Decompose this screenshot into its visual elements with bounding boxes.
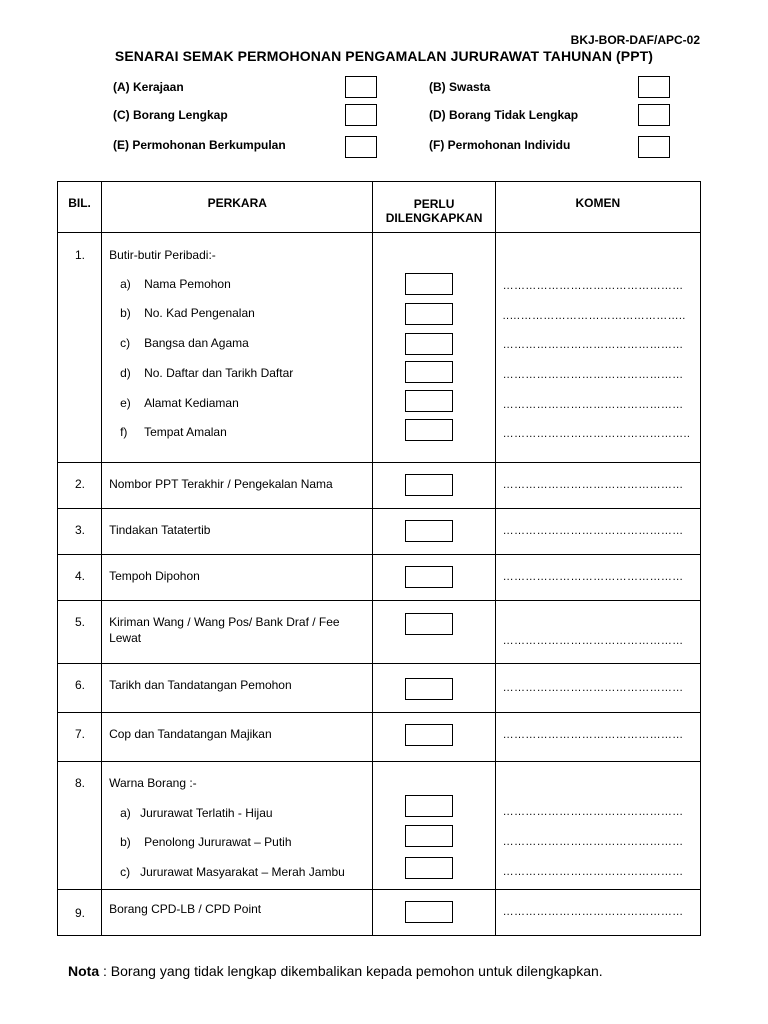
option-berkumpulan-checkbox[interactable]	[345, 136, 377, 158]
checkbox-hijau[interactable]	[405, 795, 453, 817]
row-title-line2: Lewat	[109, 631, 142, 645]
sub-label: c)	[120, 336, 131, 350]
header-komen: KOMEN	[495, 182, 700, 233]
comment-line[interactable]: …………………………………………	[502, 729, 684, 741]
table-row	[58, 762, 701, 890]
sub-item-text: Penolong Jururawat – Putih	[144, 835, 292, 849]
sub-item-text: Jururawat Terlatih - Hijau	[140, 806, 273, 820]
row-number: 7.	[74, 727, 85, 741]
option-borang-tidak-lengkap-checkbox[interactable]	[638, 104, 670, 126]
row-title: Butir-butir Peribadi:-	[109, 248, 216, 262]
row-number: 1.	[74, 248, 85, 262]
comment-line[interactable]: …………………………………………	[502, 525, 684, 537]
comment-line[interactable]: …………………………………………	[502, 682, 684, 694]
row-title: Tempoh Dipohon	[109, 569, 200, 583]
option-kerajaan-checkbox[interactable]	[345, 76, 377, 98]
footnote-label: Nota	[68, 963, 100, 979]
sub-item-text: Nama Pemohon	[144, 277, 231, 291]
sub-item-text: No. Kad Pengenalan	[144, 306, 255, 320]
checkbox-putih[interactable]	[405, 825, 453, 847]
option-swasta-checkbox[interactable]	[638, 76, 670, 98]
table-row	[58, 555, 701, 601]
option-berkumpulan-label: (E) Permohonan Berkumpulan	[113, 138, 286, 152]
checkbox-nombor-ppt[interactable]	[405, 474, 453, 496]
row-number: 6.	[74, 678, 85, 692]
sub-item-text: Tempat Amalan	[144, 425, 227, 439]
sub-label: f)	[120, 425, 128, 439]
table-row	[58, 713, 701, 762]
sub-label: b)	[120, 306, 131, 320]
sub-item-text: Bangsa dan Agama	[144, 336, 249, 350]
header-perlu-dilengkapkan	[373, 182, 495, 233]
row-number: 9.	[74, 906, 85, 920]
row-title: Tarikh dan Tandatangan Pemohon	[109, 678, 292, 692]
comment-line[interactable]: …………………………………………	[502, 339, 684, 351]
checkbox-cpd[interactable]	[405, 901, 453, 923]
checkbox-tempoh[interactable]	[405, 566, 453, 588]
row-title: Tindakan Tatatertib	[109, 523, 211, 537]
row-number: 2.	[74, 477, 85, 491]
sub-item-text: No. Daftar dan Tarikh Daftar	[144, 366, 294, 380]
sub-label: b)	[120, 835, 131, 849]
option-swasta-label: (B) Swasta	[429, 80, 491, 94]
table-row	[58, 463, 701, 509]
table-row	[58, 233, 701, 463]
comment-line[interactable]: …………………………………………	[502, 399, 684, 411]
row-number: 3.	[74, 523, 85, 537]
checkbox-daftar[interactable]	[405, 361, 453, 383]
header-bil: BIL.	[58, 182, 102, 233]
checkbox-cop-majikan[interactable]	[405, 724, 453, 746]
header-perkara: PERKARA	[102, 182, 373, 233]
comment-line[interactable]: …………………………………………	[502, 571, 684, 583]
table-row	[58, 509, 701, 555]
row-number: 8.	[74, 776, 85, 790]
checkbox-merah-jambu[interactable]	[405, 857, 453, 879]
table-row	[58, 664, 701, 713]
checkbox-tatatertib[interactable]	[405, 520, 453, 542]
comment-line[interactable]: ..………………………………………..	[502, 310, 686, 322]
checkbox-bangsa-agama[interactable]	[405, 333, 453, 355]
sub-label: a)	[120, 806, 131, 820]
checkbox-alamat[interactable]	[405, 390, 453, 412]
option-borang-lengkap-label: (C) Borang Lengkap	[113, 108, 228, 122]
sub-label: a)	[120, 277, 131, 291]
footnote	[68, 963, 603, 979]
comment-line[interactable]: …………………………………………	[502, 866, 684, 878]
option-individu-checkbox[interactable]	[638, 136, 670, 158]
comment-line[interactable]: …………………………………………	[502, 369, 684, 381]
checklist-table	[57, 181, 701, 936]
row-number: 4.	[74, 569, 85, 583]
checkbox-kad-pengenalan[interactable]	[405, 303, 453, 325]
comment-line[interactable]: …………………………………………	[502, 479, 684, 491]
sub-label: d)	[120, 366, 131, 380]
comment-line[interactable]: …………………………………………..	[502, 428, 691, 440]
option-borang-tidak-lengkap-label: (D) Borang Tidak Lengkap	[429, 108, 579, 122]
page-title: SENARAI SEMAK PERMOHONAN PENGAMALAN JURURAWAT TAHUNAN (PPT)	[114, 48, 654, 64]
row-number: 5.	[74, 615, 85, 629]
row-title: Cop dan Tandatangan Majikan	[109, 727, 272, 741]
header-perlu-line2: DILENGKAPKAN	[385, 211, 483, 225]
checkbox-kiriman-wang[interactable]	[405, 613, 453, 635]
option-individu-label: (F) Permohonan Individu	[429, 138, 571, 152]
table-row	[58, 601, 701, 664]
sub-item-text: Alamat Kediaman	[144, 396, 239, 410]
document-code: BKJ-BOR-DAF/APC-02	[570, 33, 700, 47]
comment-line[interactable]: …………………………………………	[502, 635, 684, 647]
header-perlu-line1: PERLU	[413, 197, 455, 211]
row-title: Borang CPD-LB / CPD Point	[109, 902, 262, 916]
comment-line[interactable]: …………………………………………	[502, 806, 684, 818]
row-title: Nombor PPT Terakhir / Pengekalan Nama	[109, 477, 333, 491]
checkbox-tempat-amalan[interactable]	[405, 419, 453, 441]
checkbox-nama-pemohon[interactable]	[405, 273, 453, 295]
comment-line[interactable]: …………………………………………	[502, 836, 684, 848]
sub-label: c)	[120, 865, 131, 879]
comment-line[interactable]: …………………………………………	[502, 906, 684, 918]
option-kerajaan-label: (A) Kerajaan	[113, 80, 184, 94]
checkbox-tarikh-tandatangan[interactable]	[405, 678, 453, 700]
footnote-text: : Borang yang tidak lengkap dikembalikan kepada pemohon untuk dilengkapkan.	[99, 963, 603, 979]
sub-label: e)	[120, 396, 131, 410]
sub-item-text: Jururawat Masyarakat – Merah Jambu	[140, 865, 345, 879]
option-borang-lengkap-checkbox[interactable]	[345, 104, 377, 126]
table-row	[58, 890, 701, 936]
row-title: Warna Borang :-	[109, 776, 197, 790]
row-title-line1: Kiriman Wang / Wang Pos/ Bank Draf / Fee	[109, 615, 340, 629]
table-header-row	[58, 182, 701, 233]
comment-line[interactable]: …………………………………………	[502, 280, 684, 292]
